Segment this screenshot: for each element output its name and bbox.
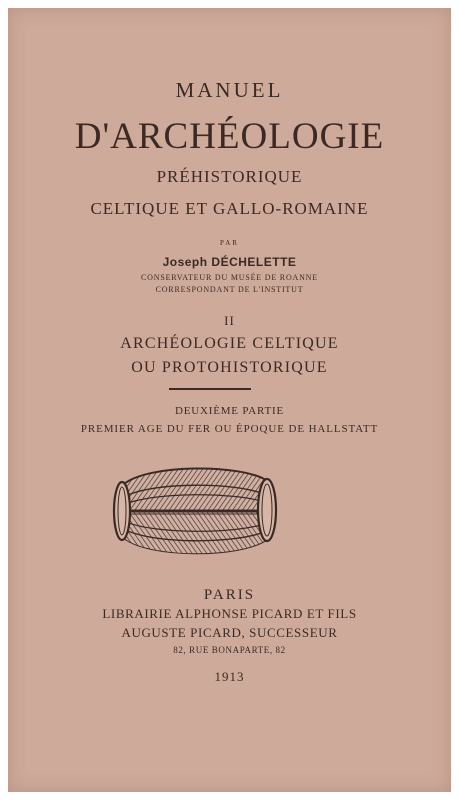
divider-rule	[169, 388, 251, 390]
volume-title-line-1: ARCHÉOLOGIE CELTIQUE	[120, 335, 339, 352]
publication-city: PARIS	[203, 587, 256, 603]
volume-number: II	[224, 313, 235, 328]
publisher-line-1: LIBRAIRIE ALPHONSE PICARD ET FILS	[102, 606, 357, 621]
period-title: PREMIER AGE DU FER OU ÉPOQUE DE HALLSTATT	[80, 423, 379, 435]
main-title: D'ARCHÉOLOGIE	[74, 116, 385, 157]
subtitle-line-2: CELTIQUE ET GALLO-ROMAINE	[90, 199, 369, 218]
title-page	[8, 8, 451, 792]
author-affiliation-2: CORRESPONDANT DE L'INSTITUT	[155, 285, 304, 294]
publisher-line-2: AUGUSTE PICARD, SUCCESSEUR	[121, 625, 338, 640]
series-title: MANUEL	[175, 78, 284, 102]
publication-year: 1913	[214, 669, 245, 684]
part-label: DEUXIÈME PARTIE	[174, 405, 284, 417]
subtitle-line-1: PRÉHISTORIQUE	[156, 167, 303, 186]
author-name: Joseph DÉCHELETTE	[162, 255, 297, 269]
author-affiliation-1: CONSERVATEUR DU MUSÉE DE ROANNE	[141, 273, 318, 282]
vessel-illustration	[104, 456, 284, 566]
volume-title-line-2: OU PROTOHISTORIQUE	[131, 359, 328, 376]
publisher-address: 82, RUE BONAPARTE, 82	[173, 645, 286, 655]
by-label: PAR	[220, 239, 239, 247]
